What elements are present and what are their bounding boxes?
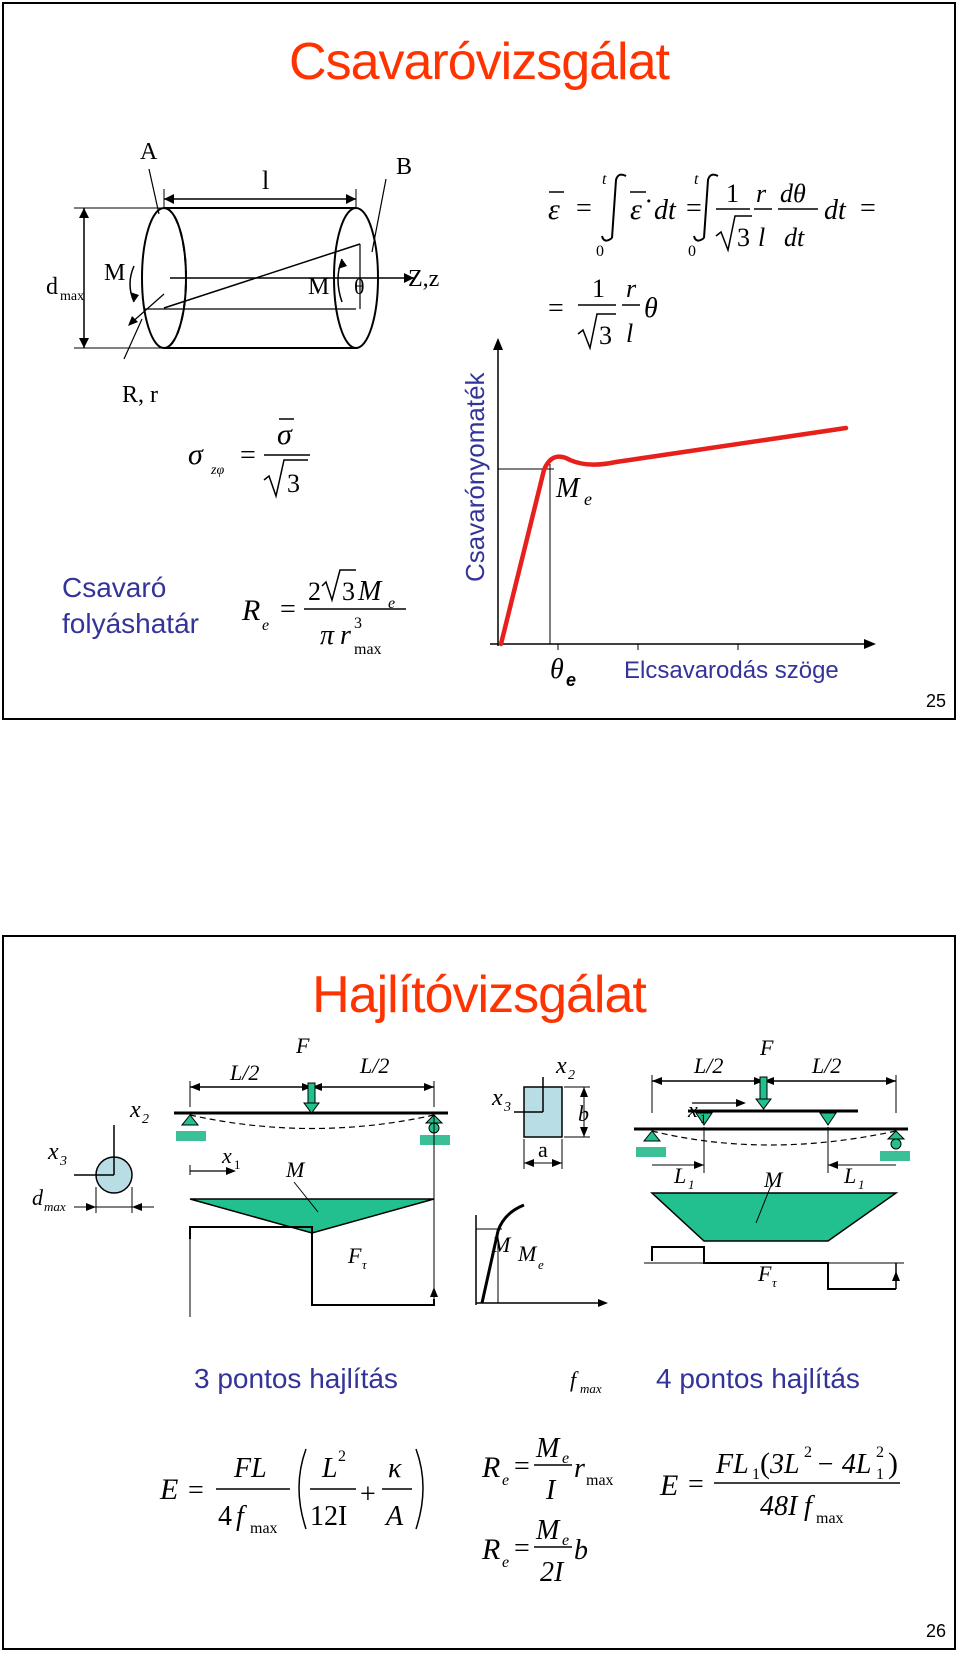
frac-dtheta: dθ — [780, 179, 806, 208]
3pt-support-left-base — [176, 1131, 206, 1141]
rect-label-x2-sub: 2 — [568, 1068, 575, 1083]
E4-f: f — [804, 1491, 812, 1522]
Re1-r: r — [574, 1453, 585, 1484]
dmax-arrow-left — [86, 1203, 96, 1211]
sigma-num: σ — [277, 418, 292, 451]
b-arrow-bottom — [580, 1127, 588, 1137]
leader-A — [149, 169, 159, 214]
E4-E: E — [660, 1469, 679, 1502]
3pt-support-right-base — [420, 1135, 450, 1145]
3pt-label-L2-right: L/2 — [360, 1053, 390, 1078]
3pt-label-Ftau: F — [348, 1243, 362, 1268]
4pt-label-L1-left-sub: 1 — [688, 1177, 695, 1192]
E3-kappa: κ — [388, 1453, 402, 1484]
E4-3L: 3L — [770, 1449, 800, 1480]
eps-bar: ε — [548, 193, 560, 226]
eq-2: = — [686, 193, 702, 224]
4pt-label-x1-sub: 1 — [700, 1111, 707, 1126]
Re1-eq: = — [514, 1451, 530, 1482]
sigma-lhs: σ — [188, 438, 203, 471]
4pt-label-L2-right: L/2 — [812, 1053, 842, 1078]
Re-max: max — [354, 641, 382, 658]
sqrt-sign-sigma — [264, 460, 308, 496]
3pt-label-F: F — [296, 1033, 310, 1058]
4pt-force-head — [756, 1099, 771, 1109]
3pt-label-L2-left: L/2 — [230, 1060, 260, 1085]
Re1-sub: e — [502, 1472, 510, 1489]
3pt-dim-arrow-l — [190, 1083, 200, 1091]
eq-3: = — [860, 193, 876, 224]
4pt-label-L1-right-sub: 1 — [858, 1177, 865, 1192]
3pt-label-M: M — [286, 1157, 305, 1182]
slide-title: Csavaróvizsgálat — [289, 33, 669, 91]
dt-2: dt — [824, 195, 846, 226]
sigma-sub: zφ — [211, 463, 225, 478]
length-arrow-left — [164, 194, 174, 204]
mf-label-Me-sub: e — [538, 1257, 544, 1272]
rect-label-x2: x — [556, 1053, 567, 1079]
shear-stress-formula — [188, 418, 310, 498]
a-arrow-left — [524, 1159, 534, 1167]
4pt-label-L1-left: L — [674, 1163, 687, 1188]
chart-Me-label: M — [556, 473, 580, 504]
int-upper-1: t — [602, 171, 607, 188]
dmax-arrow-right — [132, 1203, 142, 1211]
Re-r: r — [340, 620, 351, 651]
equivalent-strain-formula — [548, 171, 876, 350]
Re2-M-sub: e — [562, 1532, 570, 1549]
4pt-L1-arrow-right — [828, 1161, 838, 1169]
sqrt3-2: 3 — [599, 321, 612, 350]
4pt-label-Ftau: F — [758, 1261, 772, 1286]
caption-4-point: 4 pontos hajlítás — [656, 1363, 860, 1394]
Re-pi: π — [320, 620, 335, 651]
label-length: l — [262, 166, 270, 195]
frac-r-2: r — [626, 274, 637, 303]
Re1-max: max — [586, 1472, 614, 1489]
page-number: 26 — [925, 1621, 946, 1641]
E4-FL: FL — [716, 1449, 749, 1480]
length-arrow-right — [346, 194, 356, 204]
int-lower-2: 0 — [688, 243, 696, 260]
label-dmax-sub: max — [44, 1199, 66, 1214]
3pt-shear-diagram — [190, 1227, 434, 1305]
E3-E: E — [160, 1473, 179, 1506]
label-dmax: d — [32, 1185, 43, 1210]
Re-cube: 3 — [354, 615, 362, 632]
chart-xlabel: Elcsavarodás szöge — [624, 657, 839, 684]
Re-sub: e — [262, 617, 270, 634]
rect-label-b: b — [578, 1101, 589, 1126]
int-lower-1: 0 — [596, 243, 604, 260]
4pt-deflection — [652, 1131, 896, 1145]
Re2-b: b — [574, 1535, 588, 1566]
E3-L: L — [322, 1453, 338, 1484]
bending-yield-formulas — [481, 1433, 614, 1588]
E3-paren-left — [299, 1449, 306, 1529]
yield-label-line2: folyáshatár — [62, 608, 199, 639]
mf-label-f-sub: max — [580, 1381, 602, 1396]
rect-label-a: a — [538, 1137, 548, 1162]
mf-label-f: f — [570, 1367, 577, 1392]
4pt-label-L1-right: L — [844, 1163, 857, 1188]
chart-Me-sub: e — [584, 489, 592, 509]
4pt-L1-arrow-left — [694, 1161, 704, 1169]
slide-torsion-test — [2, 2, 956, 720]
4pt-label-M: M — [764, 1167, 783, 1192]
3pt-dim-arrow-r — [424, 1083, 434, 1091]
label-x3: x — [48, 1139, 59, 1165]
E4-eq: = — [688, 1469, 704, 1500]
b-arrow-top — [580, 1087, 588, 1097]
sqrt3-sigma: 3 — [287, 469, 300, 498]
Re-sqrt3: 3 — [342, 577, 355, 606]
mf-label-Me: M — [518, 1241, 537, 1266]
Re2-eq: = — [514, 1533, 530, 1564]
E3-A: A — [386, 1501, 404, 1532]
mf-x-arrow — [598, 1299, 608, 1307]
Re2-sub: e — [502, 1554, 510, 1571]
E3-paren-right — [416, 1449, 423, 1529]
chart-theta-sub: e — [566, 670, 577, 690]
rect-label-x3: x — [492, 1085, 503, 1111]
eq-1: = — [576, 193, 592, 224]
E3-12I: 12I — [310, 1501, 348, 1532]
E3-sq: 2 — [338, 1448, 346, 1465]
4pt-load-right — [820, 1113, 836, 1125]
twist-generator — [164, 244, 360, 308]
E3-eq: = — [188, 1475, 204, 1506]
4pt-label-L2-left: L/2 — [694, 1053, 724, 1078]
dmax-arrow-top — [79, 208, 89, 218]
E4-max: max — [816, 1510, 844, 1527]
dt-1: dt — [654, 195, 676, 226]
torsion-chart — [460, 338, 876, 690]
sqrt3-1: 3 — [737, 223, 750, 252]
4pt-shear-arrow — [892, 1271, 900, 1281]
label-M-right: M — [308, 274, 330, 300]
slide-title: Hajlítóvizsgálat — [312, 966, 646, 1024]
Re-two: 2 — [308, 577, 321, 606]
label-A: A — [140, 139, 158, 165]
eq-sigma: = — [240, 440, 256, 471]
Re1-R: R — [482, 1451, 501, 1484]
mf-label-M: M — [492, 1232, 511, 1257]
E4-48I: 48I — [760, 1491, 798, 1522]
rect-label-x3-sub: 3 — [504, 1100, 511, 1115]
eps-dot: ε̇ — [630, 193, 642, 226]
three-point-bending-diagram — [174, 1081, 450, 1317]
chart-y-arrow — [493, 338, 503, 350]
leader-Rr — [124, 319, 142, 359]
label-x2-sub: 2 — [142, 1112, 149, 1127]
4pt-support-right-base — [880, 1151, 910, 1161]
label-d-sub: max — [60, 289, 85, 304]
E3-plus: + — [360, 1479, 376, 1510]
E4-rp: ) — [888, 1447, 898, 1480]
torsion-curve — [501, 428, 846, 644]
4pt-roller — [891, 1139, 901, 1149]
frac-dt: dt — [784, 223, 805, 252]
4pt-label-tau: τ — [772, 1275, 777, 1290]
Re1-M-sub: e — [562, 1450, 570, 1467]
Re1-M: M — [536, 1433, 560, 1464]
frac-one-1: 1 — [726, 179, 739, 208]
theta-final: θ — [644, 293, 658, 324]
label-M-left: M — [104, 260, 126, 286]
chart-x-arrow — [864, 639, 876, 649]
Re-M-sub: e — [388, 595, 396, 612]
int-upper-2: t — [694, 171, 699, 188]
Re2-2I: 2I — [540, 1557, 564, 1588]
E4-sq2: 2 — [876, 1444, 884, 1461]
label-d: d — [46, 274, 58, 300]
3pt-label-x1: x — [222, 1143, 232, 1168]
Re-M: M — [358, 576, 382, 607]
leader-B — [372, 179, 386, 252]
label-theta: θ — [354, 274, 365, 299]
3pt-label-tau: τ — [362, 1257, 367, 1272]
label-B: B — [396, 154, 413, 180]
4pt-dim-arrow-l — [652, 1077, 662, 1085]
4pt-label-F: F — [760, 1035, 774, 1060]
E4-minus4L: − 4L — [816, 1449, 872, 1480]
4pt-label-x1: x — [688, 1097, 698, 1122]
frac-l: l — [758, 223, 766, 252]
E4-FL-sub: 1 — [752, 1466, 760, 1483]
moment-arrow-right — [338, 259, 347, 269]
3pt-label-x1-sub: 1 — [234, 1157, 241, 1172]
slide-bending-test — [2, 935, 956, 1650]
3pt-deflection — [190, 1115, 434, 1129]
E4-sq1: 2 — [804, 1444, 812, 1461]
four-point-modulus-formula — [659, 1444, 900, 1527]
yield-label-line1: Csavaró — [62, 572, 167, 603]
label-radius: R, r — [122, 382, 158, 408]
4pt-dim-arrow-r — [886, 1077, 896, 1085]
yield-label — [62, 570, 199, 642]
label-x2: x — [130, 1097, 141, 1123]
Re2-M: M — [536, 1515, 560, 1546]
yield-strength-formula — [241, 570, 406, 658]
bending-figure — [4, 937, 958, 1652]
E3-FL: FL — [234, 1453, 267, 1484]
dmax-arrow-bottom — [79, 338, 89, 348]
Re1-I: I — [546, 1475, 556, 1506]
frac-l-2: l — [626, 319, 634, 348]
4pt-moment-diagram — [652, 1193, 896, 1241]
chart-theta-label: θ — [550, 654, 564, 685]
a-arrow-right — [552, 1159, 562, 1167]
4pt-x1-arrow — [736, 1099, 746, 1107]
3pt-shear-arrow — [430, 1287, 438, 1297]
chart-ylabel: Csavarónyomaték — [460, 372, 490, 582]
eq-4: = — [548, 293, 564, 324]
circular-section — [74, 1125, 154, 1213]
frac-r: r — [756, 179, 767, 208]
E3-f: f — [236, 1501, 244, 1532]
label-x3-sub: 3 — [60, 1154, 67, 1169]
Re-R: R — [242, 594, 261, 627]
label-axis: Z,z — [408, 266, 440, 292]
E3-four: 4 — [218, 1501, 232, 1532]
E4-L1-sub: 1 — [876, 1466, 884, 1483]
caption-3-point: 3 pontos hajlítás — [194, 1363, 398, 1394]
eq-Re: = — [280, 594, 296, 625]
page-number: 25 — [925, 691, 946, 711]
three-point-modulus-formula — [159, 1448, 423, 1537]
E4-lp: ( — [760, 1447, 770, 1480]
Re2-R: R — [482, 1533, 501, 1566]
frac-one-2: 1 — [592, 274, 605, 303]
E3-max: max — [250, 1520, 278, 1537]
4pt-support-left-base — [636, 1147, 666, 1157]
